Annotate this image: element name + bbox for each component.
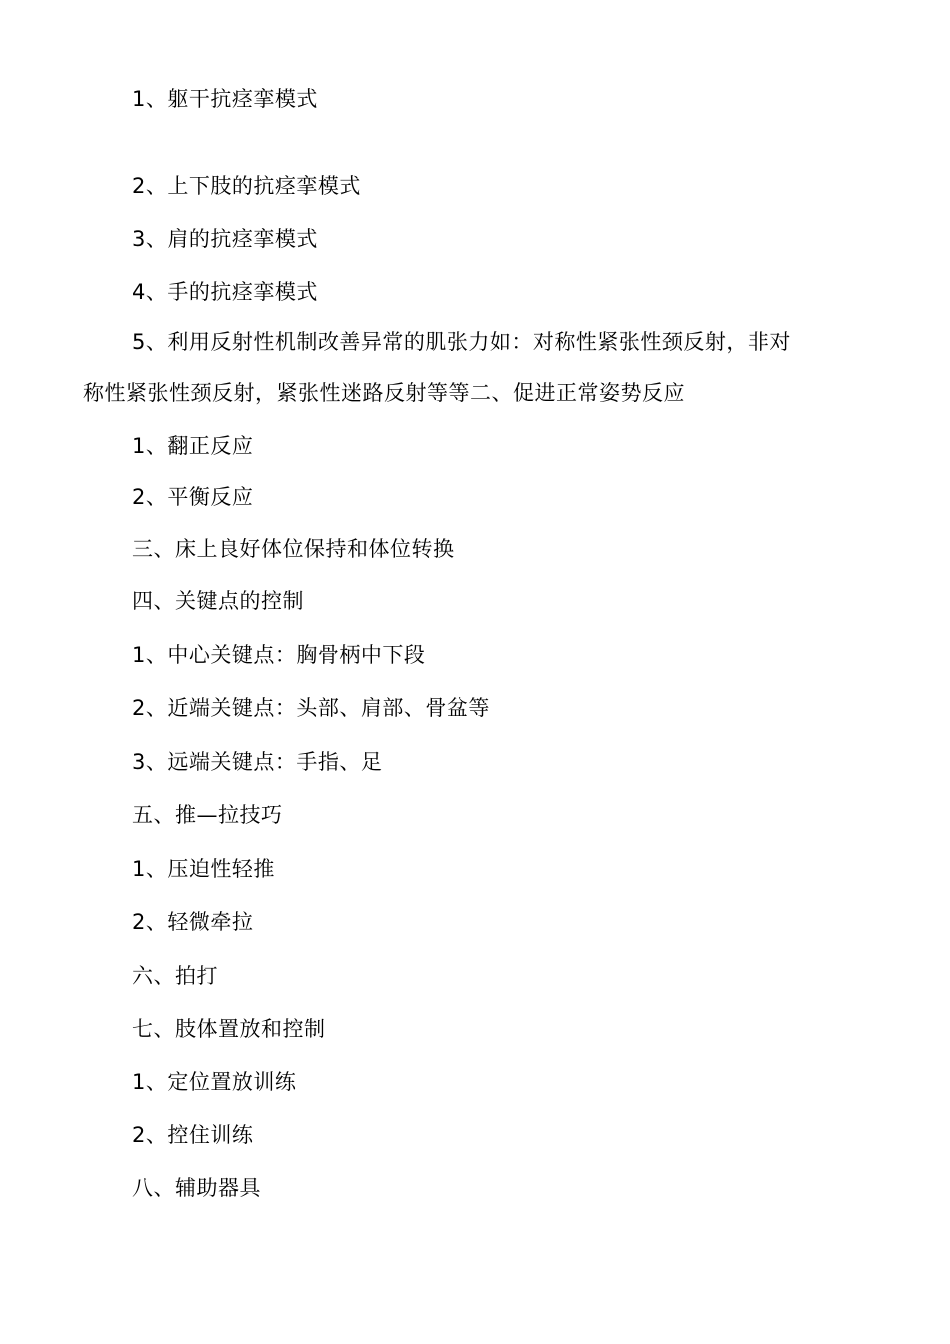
list-item: 1、躯干抗痉挛模式: [132, 87, 318, 111]
section-heading: 四、关键点的控制: [132, 589, 304, 613]
paragraph: [83, 317, 863, 419]
list-item: 2、控住训练: [132, 1123, 254, 1147]
section-heading: 三、床上良好体位保持和体位转换: [132, 537, 455, 561]
list-item: 2、轻微牵拉: [132, 910, 254, 934]
list-item: 2、平衡反应: [132, 485, 254, 509]
list-item: 1、定位置放训练: [132, 1070, 297, 1094]
paragraph-line: 5、利用反射性机制改善异常的肌张力如：对称性紧张性颈反射，非对: [132, 330, 791, 354]
section-heading: 八、辅助器具: [132, 1176, 261, 1200]
list-item: 4、手的抗痉挛模式: [132, 280, 318, 304]
list-item: 1、翻正反应: [132, 434, 254, 458]
paragraph-line: 称性紧张性颈反射，紧张性迷路反射等等二、促进正常姿势反应: [83, 381, 685, 405]
list-item: 3、远端关键点：手指、足: [132, 750, 383, 774]
section-heading: 七、肢体置放和控制: [132, 1017, 326, 1041]
list-item: 1、压迫性轻推: [132, 857, 275, 881]
list-item: 1、中心关键点：胸骨柄中下段: [132, 643, 426, 667]
section-heading: 五、推—拉技巧: [132, 803, 283, 827]
list-item: 2、上下肢的抗痉挛模式: [132, 174, 361, 198]
list-item: 3、肩的抗痉挛模式: [132, 227, 318, 251]
list-item: 2、近端关键点：头部、肩部、骨盆等: [132, 696, 490, 720]
section-heading: 六、拍打: [132, 964, 218, 988]
